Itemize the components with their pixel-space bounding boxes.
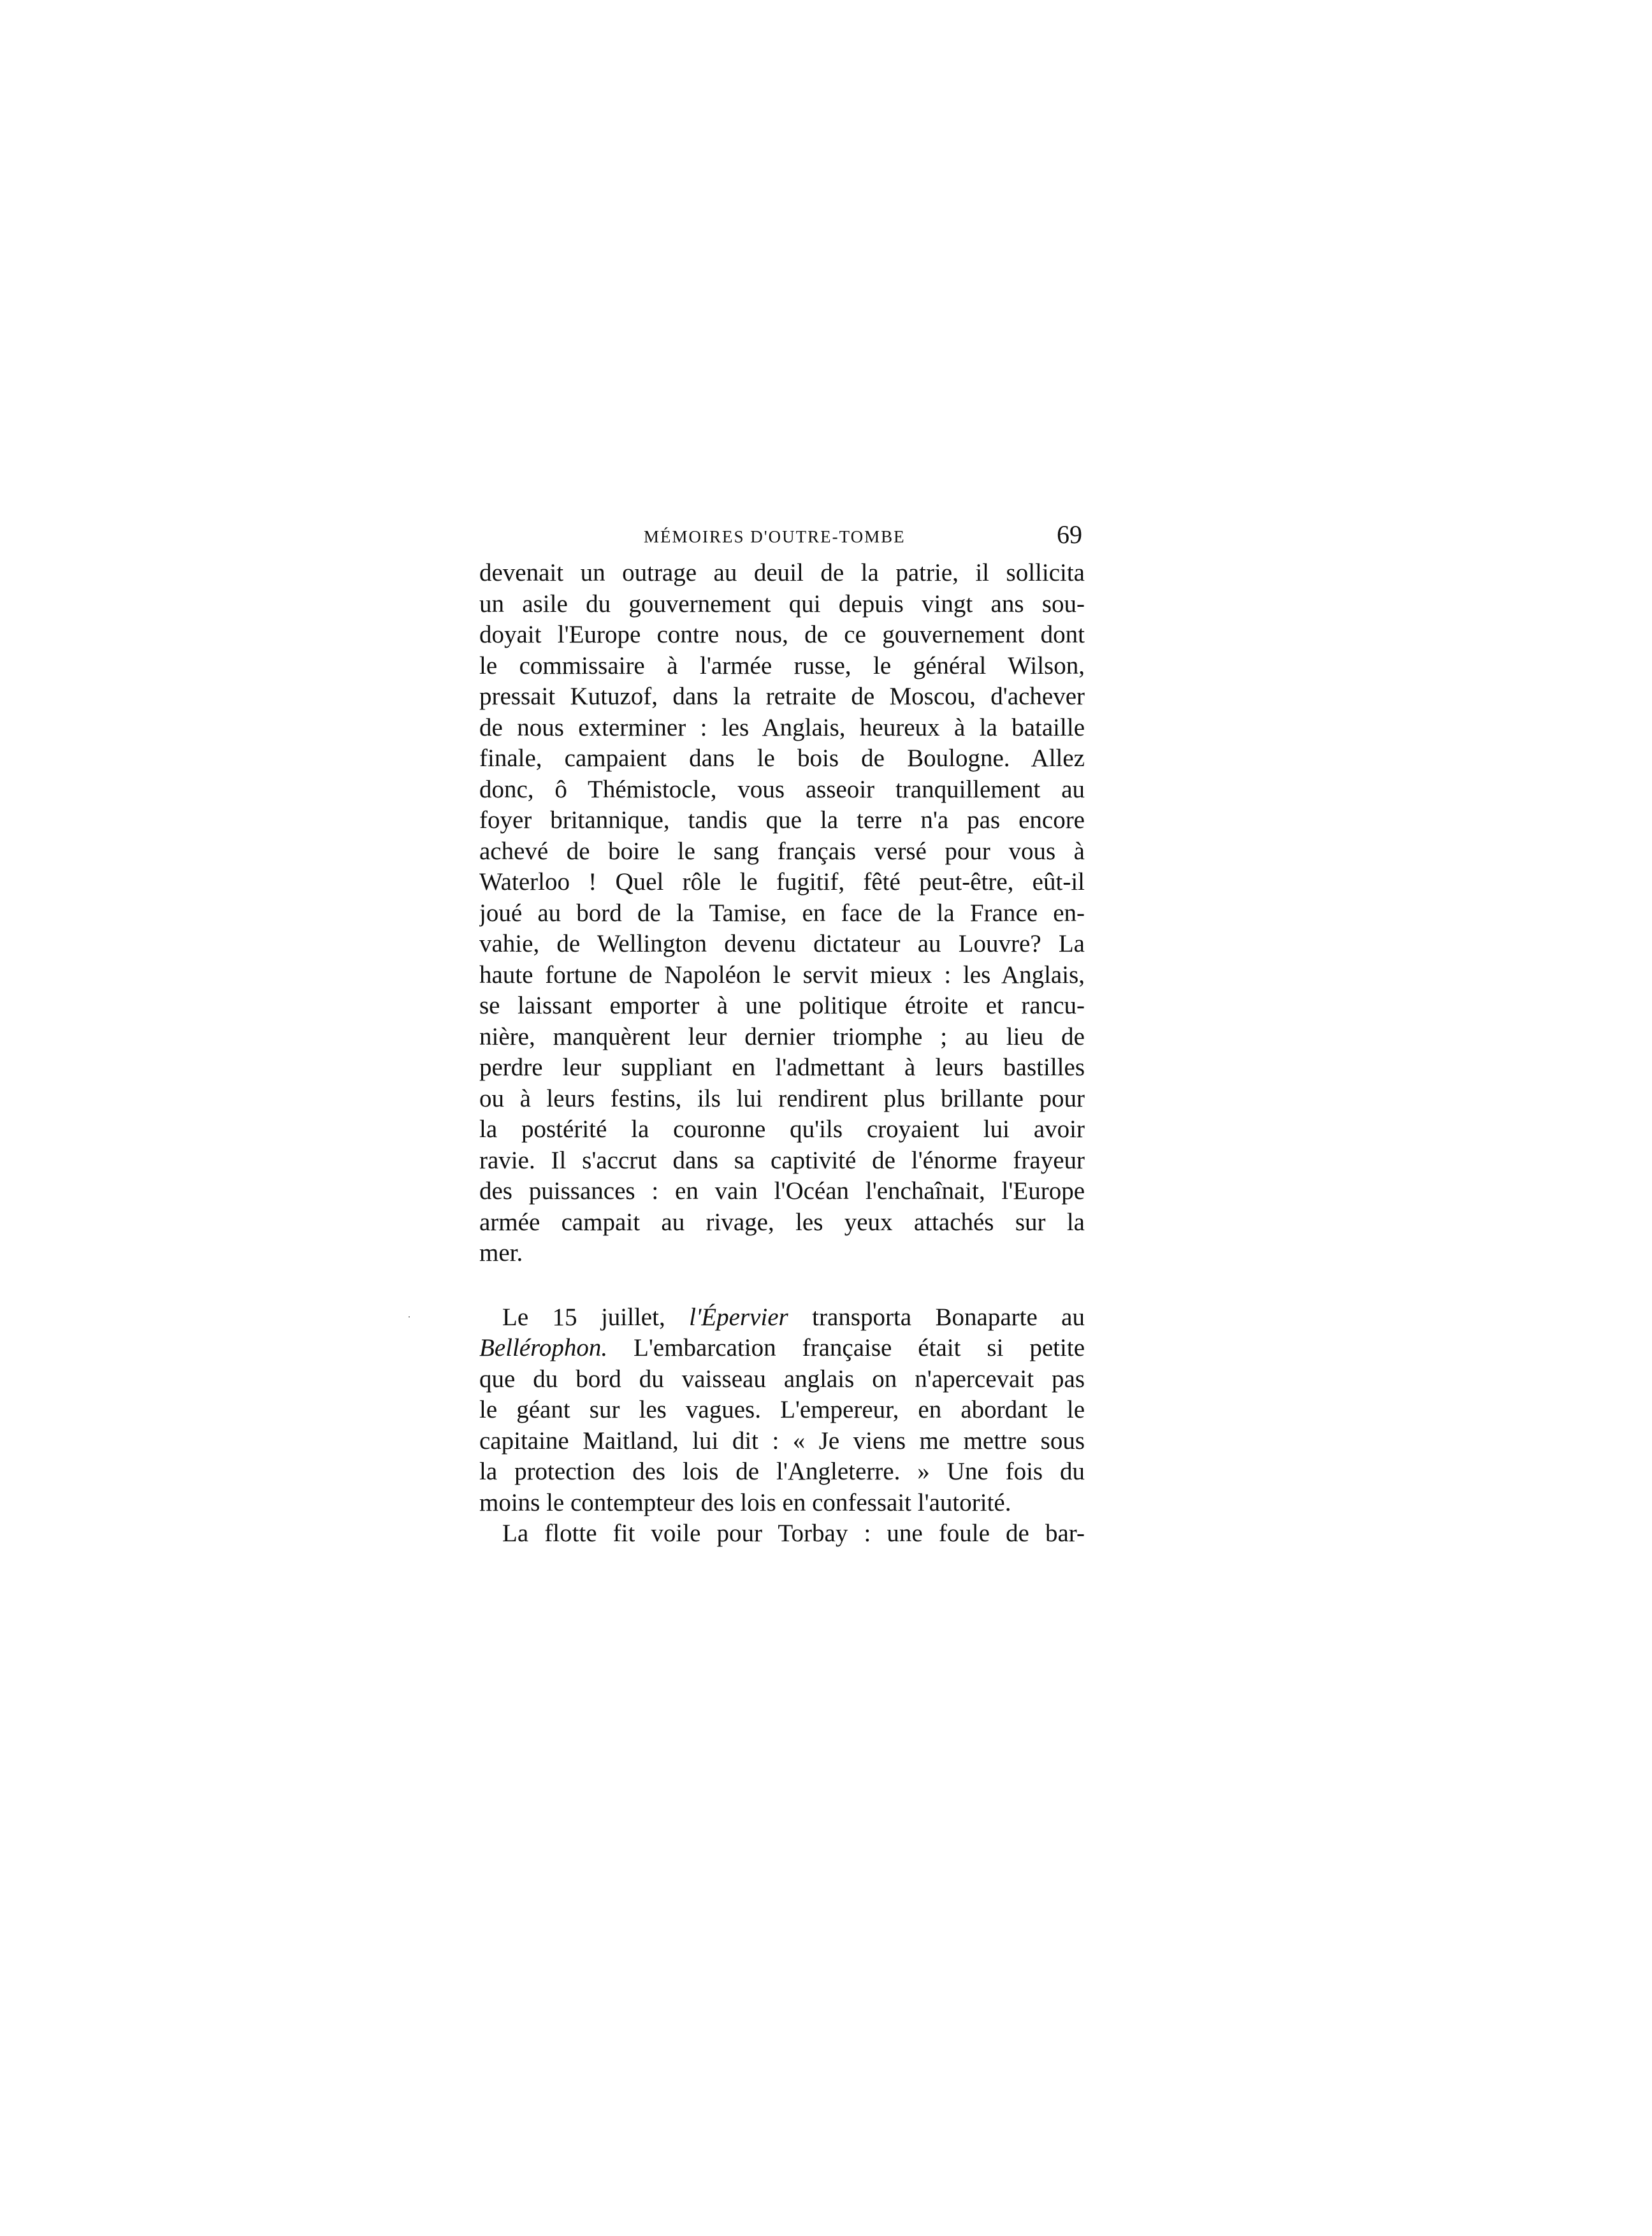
running-title: MÉMOIRES D'OUTRE-TOMBE [644,527,906,546]
ship-name-epervier: l'Épervier [689,1303,788,1331]
text-line: Waterloo ! Quel rôle le fugitif, fêté peut-être, eût-il [479,868,1085,896]
text-line: achevé de boire le sang français versé pour vous à [479,837,1085,865]
paragraph-1 [479,558,1085,1269]
paragraph-gap [479,1269,1085,1302]
text-line: le commissaire à l'armée russe, le général Wilson, [479,651,1085,679]
text-line: doyait l'Europe contre nous, de ce gouvernement dont [479,621,1085,648]
text-line: mer. [479,1239,523,1267]
text-line: la postérité la couronne qu'ils croyaient lui avoir [479,1115,1085,1143]
text-line: pressait Kutuzof, dans la retraite de Moscou, d'achever [479,683,1085,710]
text-line: vahie, de Wellington devenu dictateur au Louvre? La [479,930,1085,957]
text-line: joué au bord de la Tamise, en face de la France en- [479,899,1085,927]
text-line: ravie. Il s'accrut dans sa captivité de l'énorme frayeur [479,1146,1085,1174]
text-line: finale, campaient dans le bois de Boulogne. Allez [479,744,1085,772]
text-line: haute fortune de Napoléon le servit mieux : les Anglais, [479,961,1085,989]
running-head [479,519,1085,558]
book-page [479,519,1085,1550]
paragraph-3 [479,1518,1085,1550]
page-number: 69 [1057,520,1082,549]
text-line: le géant sur les vagues. L'empereur, en abordant le [479,1396,1085,1423]
text-line: des puissances : en vain l'Océan l'enchaînait, l'Europe [479,1177,1085,1205]
text-line: donc, ô Thémistocle, vous asseoir tranquillement au [479,775,1085,803]
text-run: Le 15 juillet, [502,1303,690,1331]
text-line: armée campait au rivage, les yeux attachés sur la [479,1208,1085,1236]
text-line: que du bord du vaisseau anglais on n'apercevait pas [479,1365,1085,1393]
text-line: la protection des lois de l'Angleterre. » Une fois du [479,1458,1085,1485]
text-run: L'embarcation française était si petite [607,1334,1085,1361]
stray-ink-mark [409,1316,410,1318]
text-line: devenait un outrage au deuil de la patrie, il sollicita [479,559,1085,586]
text-line: moins le contempteur des lois en confessait l'autorité. [479,1488,1011,1516]
text-line: perdre leur suppliant en l'admettant à leurs bastilles [479,1054,1085,1081]
text-line: capitaine Maitland, lui dit : « Je viens me mettre sous [479,1427,1085,1455]
text-line: ou à leurs festins, ils lui rendirent plus brillante pour [479,1084,1085,1112]
paragraph-2 [479,1302,1085,1519]
text-line: nière, manquèrent leur dernier triomphe ; au lieu de [479,1022,1085,1050]
text-line: foyer britannique, tandis que la terre n'a pas encore [479,806,1085,834]
text-line: La flotte fit voile pour Torbay : une foule de bar- [502,1520,1085,1547]
ship-name-bellerophon: Bellérophon. [479,1334,608,1361]
text-line: un asile du gouvernement qui depuis vingt ans sou- [479,590,1085,618]
text-line: de nous exterminer : les Anglais, heureux à la bataille [479,713,1085,741]
text-line: se laissant emporter à une politique étroite et rancu- [479,992,1085,1019]
text-run: transporta Bonaparte au [788,1303,1085,1331]
text-line [479,1302,1085,1333]
text-line [479,1333,1085,1364]
